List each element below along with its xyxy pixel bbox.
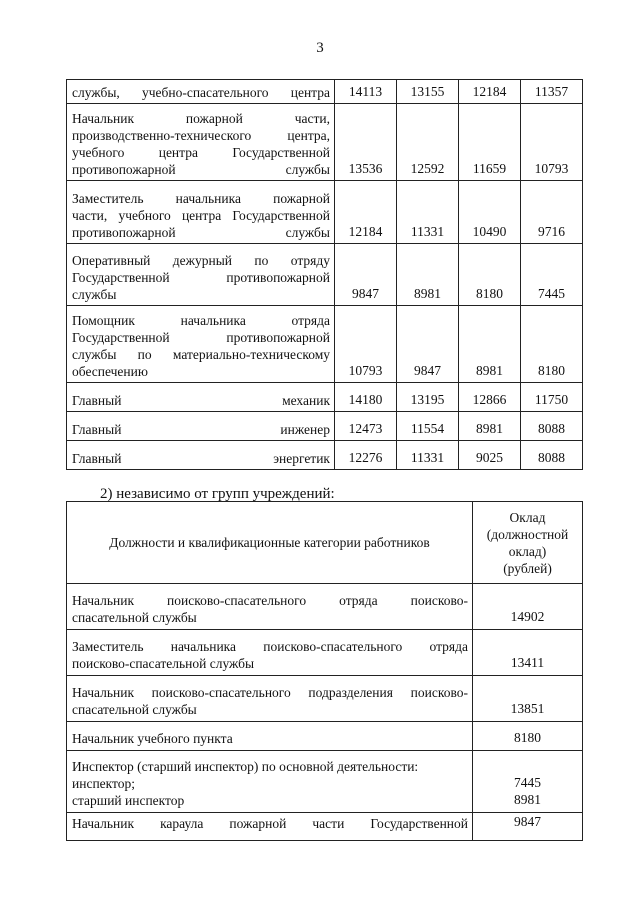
salary-value: 8180 [521,306,583,383]
salary-value: 10490 [459,181,521,244]
position-line: Главный энергетик [72,451,330,466]
salary-value-line: 7445 [514,775,541,790]
table-row [67,751,583,813]
salary-value: 8088 [521,412,583,441]
salary-value [473,630,583,676]
table-row [67,383,583,412]
position-name [67,181,335,244]
position-line: учебного центра Государственной [72,145,330,160]
table-row [67,412,583,441]
position-line: службы, учебно-спасательного центра [72,85,330,100]
salary-value [473,676,583,722]
position-line: спасательной службы [72,610,197,625]
position-name [67,630,473,676]
position-line: Инспектор (старший инспектор) по основной деятельности: [72,759,419,774]
salary-value: 12276 [335,441,397,470]
salary-table-independent [66,501,583,841]
salary-value: 8180 [459,244,521,306]
position-name [67,383,335,412]
header-salary-line: (рублей) [503,560,552,576]
position-name [67,80,335,104]
position-line: противопожарной службы [72,162,330,177]
position-name [67,412,335,441]
salary-value: 12184 [335,181,397,244]
table-header-row [67,502,583,584]
salary-value: 8981 [397,244,459,306]
position-line: Начальник пожарной части, [72,111,330,126]
position-line: старший инспектор [72,793,185,808]
header-salary-line: (должностной [486,526,569,542]
position-name [67,104,335,181]
salary-value: 11554 [397,412,459,441]
table-row [67,306,583,383]
position-name [67,722,473,751]
salary-value: 9847 [397,306,459,383]
table-row [67,80,583,104]
salary-value: 10793 [335,306,397,383]
salary-value: 11357 [521,80,583,104]
salary-value [473,751,583,813]
salary-value: 12592 [397,104,459,181]
salary-table-by-group [66,79,583,470]
position-line: Государственной противопожарной [72,270,330,285]
position-line: Начальник поисково-спасательного подразделения поисково- [72,685,468,700]
table-row [67,181,583,244]
position-line: Начальник караула пожарной части Государственной [72,816,468,831]
salary-value-line: 14902 [510,609,545,624]
position-name [67,813,473,841]
header-position: Должности и квалификационные категории работников [67,502,473,584]
salary-value: 12473 [335,412,397,441]
table-row [67,584,583,630]
header-salary-line: Оклад [509,509,546,525]
position-line: Государственной противопожарной [72,330,330,345]
table-row [67,722,583,751]
position-line: поисково-спасательной службы [72,656,255,671]
salary-value: 14180 [335,383,397,412]
position-name [67,676,473,722]
table-row [67,104,583,181]
position-line: Главный механик [72,393,330,408]
table-row [67,676,583,722]
salary-value: 14113 [335,80,397,104]
position-line: Главный инженер [72,422,330,437]
salary-value-line: 13411 [510,655,545,670]
position-line: службы [72,287,117,302]
salary-value-line: 13851 [510,701,545,716]
salary-value [473,584,583,630]
position-line: Помощник начальника отряда [72,313,330,328]
salary-value: 13155 [397,80,459,104]
position-line: производственно-технического центра, [72,128,330,143]
position-line: Начальник учебного пункта [72,731,233,746]
table-row [67,244,583,306]
header-salary-line: оклад) [508,543,547,559]
position-line: противопожарной службы [72,225,330,240]
salary-value: 11331 [397,181,459,244]
salary-value: 7445 [521,244,583,306]
position-name [67,306,335,383]
position-line: Заместитель начальника пожарной [72,191,330,206]
salary-value: 11750 [521,383,583,412]
salary-value-line: 9847 [514,814,541,829]
position-line: Заместитель начальника поисково-спасательного отряда [72,639,468,654]
position-name [67,584,473,630]
salary-value: 10793 [521,104,583,181]
salary-value [473,813,583,841]
salary-value: 13536 [335,104,397,181]
position-line: службы по материально-техническому [72,347,330,362]
salary-value: 8088 [521,441,583,470]
position-line: обеспечению [72,364,148,379]
salary-value-line: 8180 [514,730,541,745]
position-name [67,441,335,470]
salary-value-line: 8981 [514,792,541,807]
salary-value: 9847 [335,244,397,306]
salary-value: 11331 [397,441,459,470]
salary-value: 9716 [521,181,583,244]
page-number: 3 [316,40,324,56]
table-row [67,813,583,841]
position-line: части, учебного центра Государственной [72,208,330,223]
salary-value: 12866 [459,383,521,412]
position-line: Оперативный дежурный по отряду [72,253,330,268]
salary-value: 8981 [459,412,521,441]
table-row [67,441,583,470]
position-line: спасательной службы [72,702,197,717]
salary-value: 13195 [397,383,459,412]
table-row [67,630,583,676]
header-salary [473,502,583,584]
salary-value: 9025 [459,441,521,470]
position-line: Начальник поисково-спасательного отряда поисково- [72,593,468,608]
subheading: 2) независимо от групп учреждений: [100,486,335,502]
salary-value: 11659 [459,104,521,181]
salary-value: 8981 [459,306,521,383]
salary-value: 12184 [459,80,521,104]
salary-value [473,722,583,751]
position-name [67,751,473,813]
position-line: инспектор; [72,776,136,791]
position-name [67,244,335,306]
